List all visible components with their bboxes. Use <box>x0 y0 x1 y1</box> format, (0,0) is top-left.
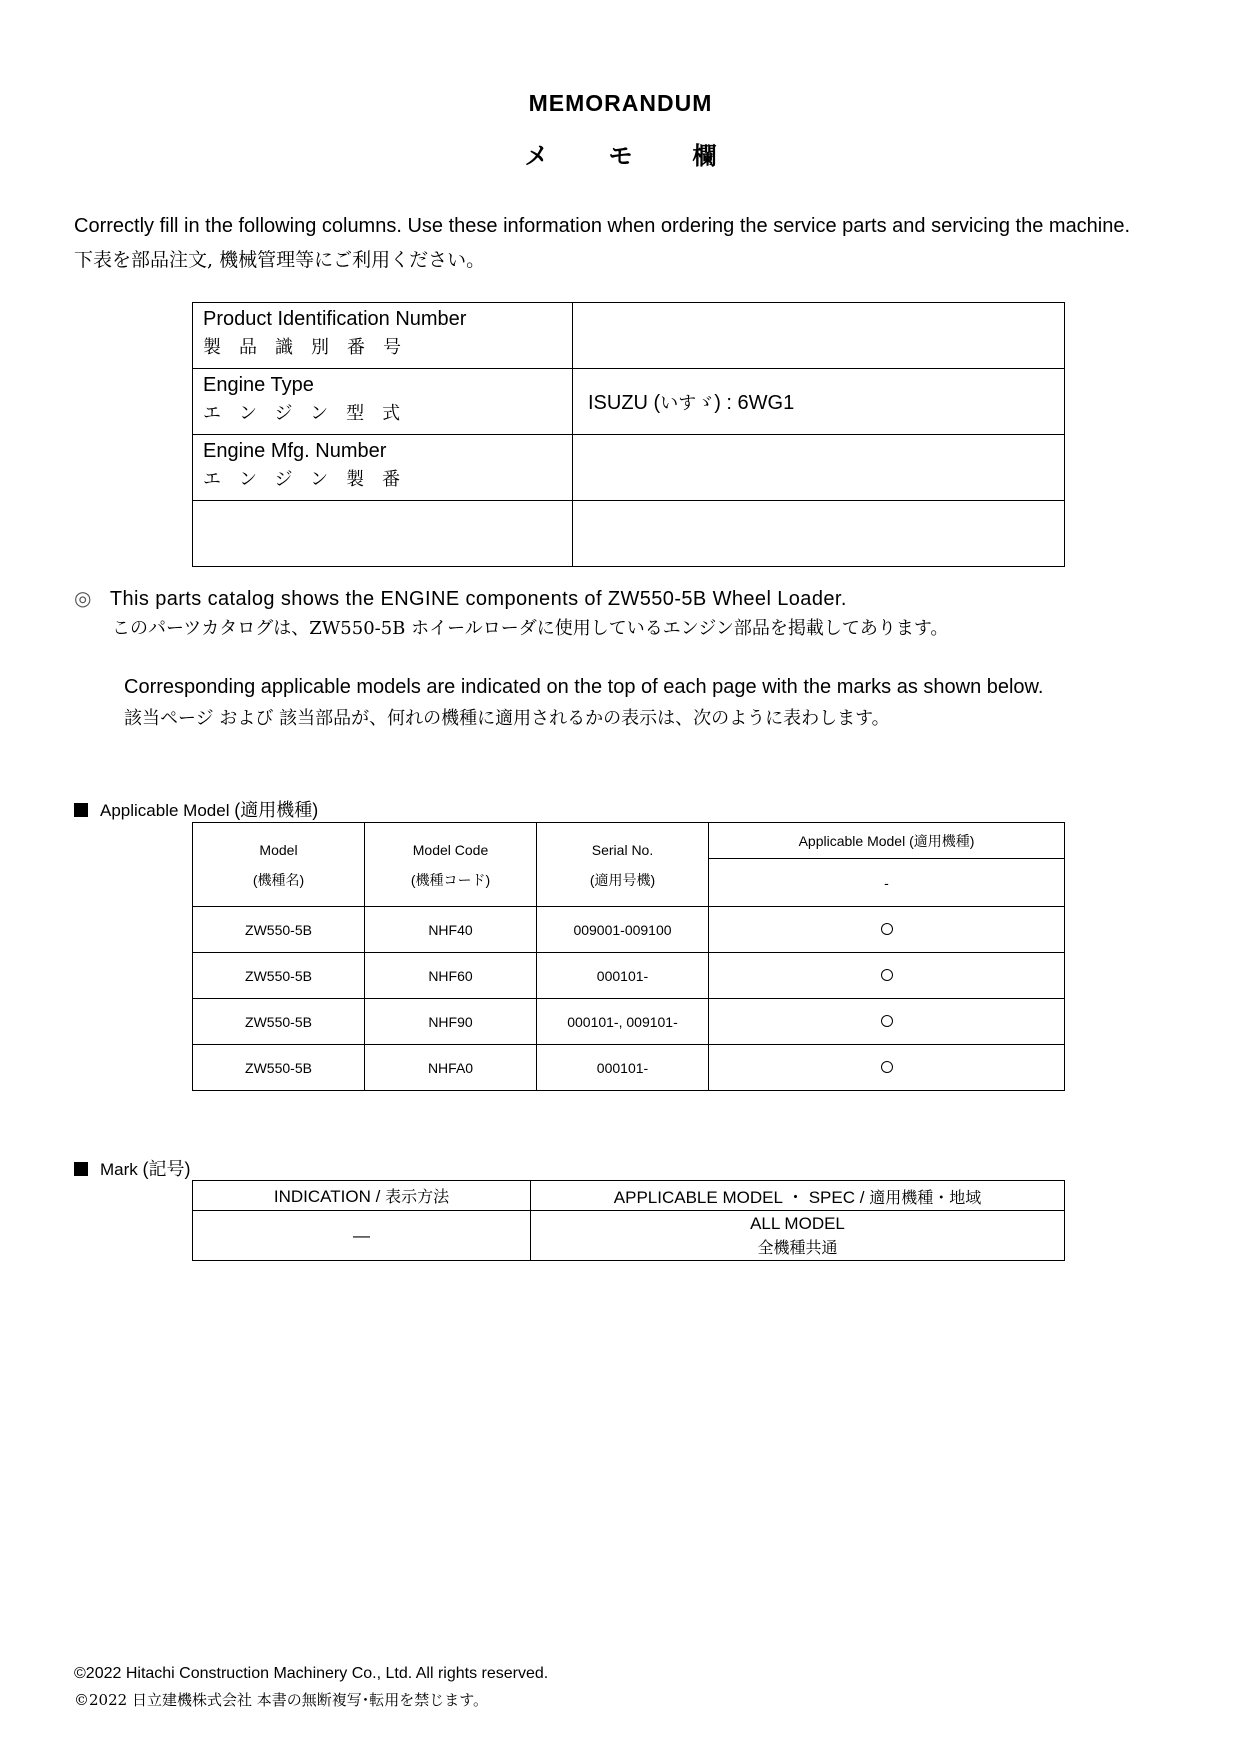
cell-serial: 009001-009100 <box>537 907 709 953</box>
memo-label-en: Engine Type <box>203 374 314 396</box>
memo-label-ja: 製品識別番号 <box>203 337 419 358</box>
cell-mark <box>709 907 1065 953</box>
memo-value-field[interactable] <box>573 369 1065 435</box>
page-title: MEMORANDUM <box>528 90 713 116</box>
mark-heading-ja: (記号) <box>142 1159 191 1179</box>
header-indication-ja: 表示方法 <box>385 1187 450 1206</box>
table-row <box>193 1211 1065 1261</box>
header-applicable-ja: 適用機種・地域 <box>869 1188 982 1207</box>
models-note-en: Corresponding applicable models are indicated on the top of each page with the marks as shown below. <box>124 676 1044 698</box>
table-header-row <box>193 823 1065 859</box>
memo-value-field[interactable] <box>573 435 1065 501</box>
title-ja-char: 欄 <box>692 143 717 170</box>
cell-mark <box>709 1045 1065 1091</box>
memo-row <box>193 369 1065 435</box>
memo-label-ja: エンジン製番 <box>203 469 419 490</box>
table-header-row <box>193 1181 1065 1211</box>
cell-model: ZW550-5B <box>193 907 365 953</box>
double-circle-icon: ◎ <box>74 588 92 610</box>
memo-label-en: Product Identification Number <box>203 308 467 330</box>
cell-code: NHFA0 <box>365 1045 537 1091</box>
copyright-en: ©2022 Hitachi Construction Machinery Co., Ltd. All rights reserved. <box>74 1665 549 1682</box>
header-serial-ja: (適用号機) <box>589 871 656 888</box>
square-bullet-icon <box>74 803 88 817</box>
circle-mark-icon <box>881 969 893 981</box>
page-title-ja <box>0 136 1241 171</box>
cell-applicable <box>531 1211 1065 1261</box>
header-indication-en: INDICATION / <box>273 1187 381 1206</box>
mark-heading-en: Mark <box>100 1160 138 1179</box>
memo-value-field[interactable] <box>573 303 1065 369</box>
memo-row <box>193 303 1065 369</box>
memo-row <box>193 501 1065 567</box>
applicable-heading-en: Applicable Model <box>100 801 230 820</box>
cell-code: NHF40 <box>365 907 537 953</box>
title-ja-char: メ <box>524 143 549 170</box>
cell-code: NHF60 <box>365 953 537 999</box>
memo-label-ja: エンジン型式 <box>203 403 419 424</box>
cell-serial: 000101- <box>537 953 709 999</box>
memo-label <box>193 303 573 369</box>
memo-label-en: Engine Mfg. Number <box>203 440 387 462</box>
header-code-en: Model Code <box>412 841 489 858</box>
cell-model: ZW550-5B <box>193 953 365 999</box>
models-note-ja: 該当ページ および 該当部品が、何れの機種に適用されるかの表示は、次のように表わします。 <box>124 708 890 729</box>
header-serial <box>537 823 709 907</box>
header-model-en: Model <box>259 841 298 858</box>
header-indication <box>193 1181 531 1211</box>
catalog-note-ja: このパーツカタログは、ZW550-5B ホイールローダに使用しているエンジン部品を掲載してあります。 <box>112 618 949 639</box>
cell-applicable-en: ALL MODEL <box>750 1213 845 1233</box>
header-model-ja: (機種名) <box>252 871 305 888</box>
header-model <box>193 823 365 907</box>
applicable-model-heading <box>74 796 318 822</box>
cell-serial: 000101-, 009101- <box>537 999 709 1045</box>
title-ja-char: モ <box>608 143 633 170</box>
memo-value-field[interactable] <box>573 501 1065 567</box>
memo-value-suffix: ) : 6WG1 <box>714 391 795 414</box>
applicable-model-table <box>192 822 1065 1091</box>
memo-label <box>193 501 573 567</box>
square-bullet-icon <box>74 1162 88 1176</box>
cell-serial: 000101- <box>537 1045 709 1091</box>
table-row <box>193 953 1065 999</box>
cell-code: NHF90 <box>365 999 537 1045</box>
applicable-heading-ja: (適用機種) <box>234 800 319 820</box>
memo-table <box>192 302 1065 567</box>
circle-mark-icon <box>881 1015 893 1027</box>
header-applicable-spec <box>531 1181 1065 1211</box>
mark-table <box>192 1180 1065 1261</box>
memo-label <box>193 369 573 435</box>
table-row <box>193 907 1065 953</box>
circle-mark-icon <box>881 1061 893 1073</box>
header-code-ja: (機種コード) <box>410 871 491 888</box>
table-row <box>193 999 1065 1045</box>
cell-mark <box>709 999 1065 1045</box>
cell-model: ZW550-5B <box>193 999 365 1045</box>
circle-mark-icon <box>881 923 893 935</box>
intro-text-ja: 下表を部品注文, 機械管理等にご利用ください。 <box>74 249 486 271</box>
cell-model: ZW550-5B <box>193 1045 365 1091</box>
header-serial-en: Serial No. <box>591 841 654 858</box>
memo-value: ISUZU ( <box>588 391 661 414</box>
header-applicable-en: APPLICABLE MODEL ・ SPEC / <box>613 1188 865 1207</box>
header-applicable-mark: - <box>709 859 1065 907</box>
header-model-code <box>365 823 537 907</box>
mark-heading <box>74 1155 191 1181</box>
cell-applicable-ja: 全機種共通 <box>757 1237 838 1257</box>
memo-label <box>193 435 573 501</box>
catalog-note-en: This parts catalog shows the ENGINE components of ZW550-5B Wheel Loader. <box>109 588 847 610</box>
table-row <box>193 1045 1065 1091</box>
intro-text-en: Correctly fill in the following columns. Use these information when ordering the service parts and servicing the machine. <box>74 215 1131 237</box>
cell-indication: — <box>193 1211 531 1261</box>
catalog-note <box>74 586 847 611</box>
cell-mark <box>709 953 1065 999</box>
header-applicable-model: Applicable Model (適用機種) <box>709 823 1065 859</box>
memo-value-ja: いすゞ <box>660 392 715 414</box>
memo-row <box>193 435 1065 501</box>
copyright-ja: ©2022 日立建機株式会社 本書の無断複写･転用を禁じます。 <box>74 1691 489 1709</box>
